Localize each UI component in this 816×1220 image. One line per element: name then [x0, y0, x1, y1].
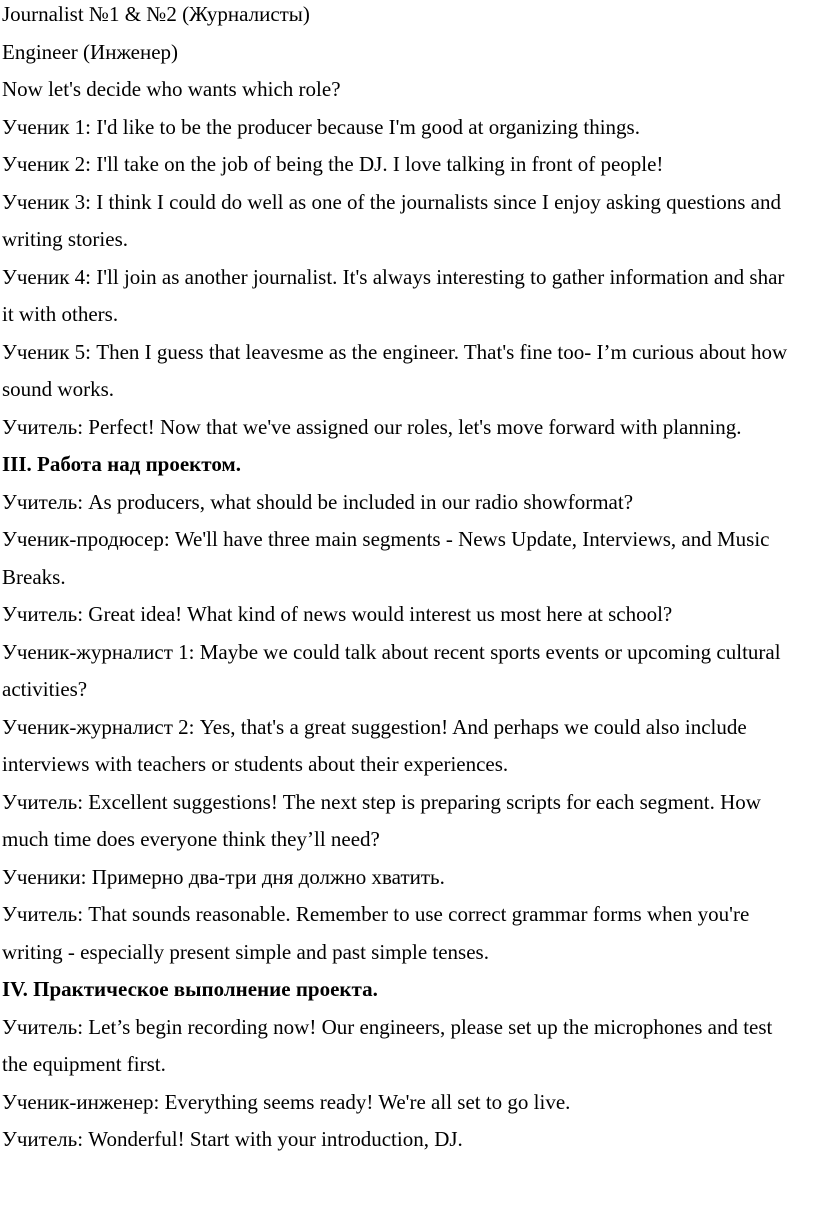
text-line: writing stories.: [2, 227, 128, 251]
text-line: Breaks.: [2, 564, 66, 589]
text-line: Учитель: Let’s begin recording now! Our engineers, please set up the microphones and test: [2, 1014, 773, 1039]
section-heading: III. Работа над проектом.: [2, 452, 241, 476]
text-line: Now let's decide who wants which role?: [2, 77, 341, 101]
text-line: Ученик 4: I'll join as another journalist. It's always interesting to gather information and shar: [2, 264, 785, 289]
text-line: Ученик 5: Then I guess that leavesme as the engineer. That's fine too- I’m curious about how: [2, 339, 788, 364]
text-line: Ученик-инженер: Everything seems ready! We're all set to go live.: [2, 1089, 571, 1114]
text-line: Учитель: Wonderful! Start with your introduction, DJ.: [2, 1127, 463, 1151]
text-line: Ученик-журналист 1: Maybe we could talk about recent sports events or upcoming cultural: [2, 639, 781, 664]
text-line: Учитель: Excellent suggestions! The next step is preparing scripts for each segment. How: [2, 789, 761, 814]
text-line: Journalist №1 & №2 (Журналисты): [2, 2, 310, 26]
text-line: sound works.: [2, 377, 115, 401]
text-line: activities?: [2, 677, 88, 701]
text-line: Ученик 3: I think I could do well as one of the journalists since I enjoy asking questions and: [2, 189, 781, 214]
text-line: Учитель: As producers, what should be included in our radio showformat?: [2, 489, 634, 514]
text-line: Учитель: Perfect! Now that we've assigned our roles, let's move forward with planning.: [2, 414, 742, 439]
text-line: Ученик 2: I'll take on the job of being the DJ. I love talking in front of people!: [2, 152, 664, 176]
text-line: Ученик-журналист 2: Yes, that's a great suggestion! And perhaps we could also include: [2, 714, 747, 739]
text-line: Учитель: Great idea! What kind of news would interest us most here at school?: [2, 602, 673, 626]
text-line: much time does everyone think they’ll need?: [2, 827, 380, 851]
text-line: Ученик 1: I'd like to be the producer because I'm good at organizing things.: [2, 114, 640, 139]
text-line: Engineer (Инженер): [2, 39, 179, 64]
text-line: Учитель: That sounds reasonable. Remember to use correct grammar forms when you're: [2, 902, 750, 926]
section-heading: IV. Практическое выполнение проекта.: [2, 977, 378, 1001]
text-line: Ученик-продюсер: We'll have three main segments - News Update, Interviews, and Music: [2, 527, 770, 551]
text-line: interviews with teachers or students about their experiences.: [2, 752, 509, 776]
text-line: it with others.: [2, 302, 119, 326]
text-line: the equipment first.: [2, 1052, 166, 1076]
text-line: Ученики: Примерно два-три дня должно хватить.: [2, 864, 445, 889]
text-line: writing - especially present simple and past simple tenses.: [2, 939, 489, 964]
